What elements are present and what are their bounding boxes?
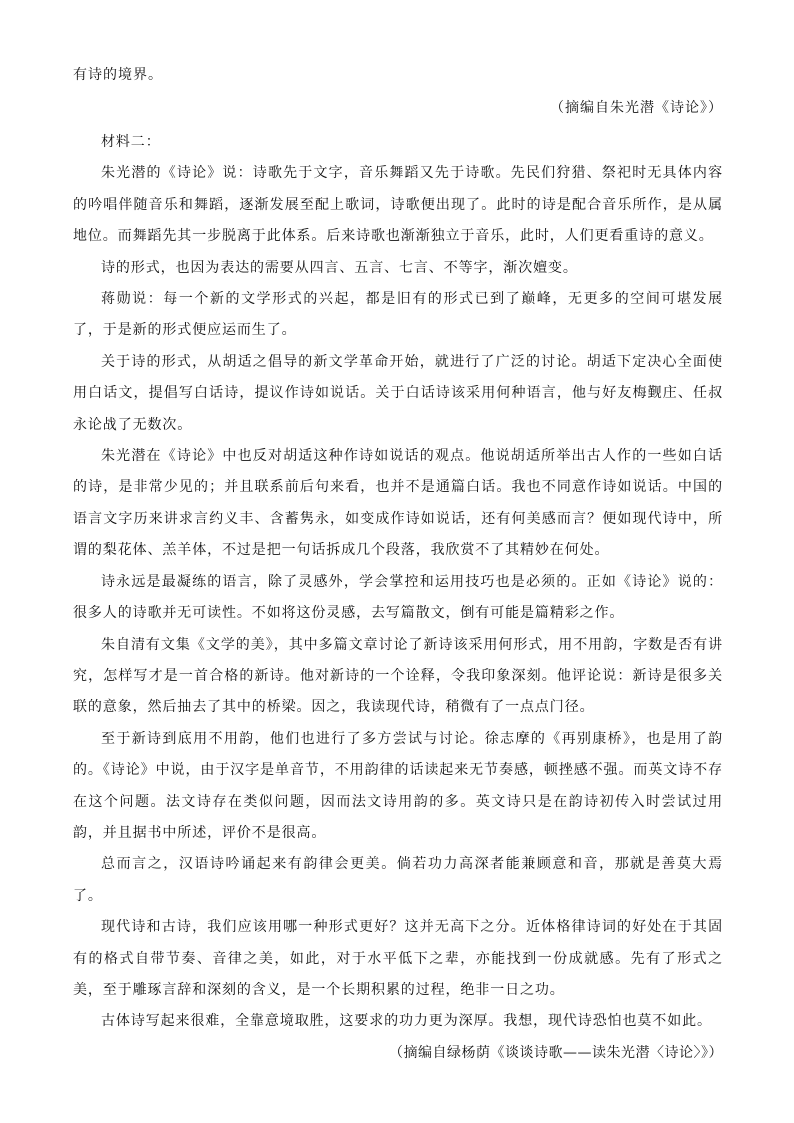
paragraph-5: 朱光潜在《诗论》中也反对胡适这种作诗如说话的观点。他说胡适所举出古人作的一些如白话的诗，是非常少见的；并且联系前后句来看，也并不是通篇白话。我也不同意作诗如说话。中国的语言文字历来讲求言约义丰、含蓄隽永，如变成作诗如说话，还有何美感而言？便如现代诗中，所谓的梨花体、羔羊体，不过是把一句话拆成几个段落，我欣赏不了其精妙在何处。 [73, 448, 723, 559]
paragraph-6: 诗永远是最凝练的语言，除了灵感外，学会掌控和运用技巧也是必须的。正如《诗论》说的：很多人的诗歌并无可读性。不如将这份灵感，去写篇散文，倒有可能是篇精彩之作。 [73, 573, 723, 622]
paragraph-7: 朱自清有文集《文学的美》，其中多篇文章讨论了新诗该采用何形式，用不用韵，字数是否有讲究，怎样写才是一首合格的新诗。他对新诗的一个诠释，令我印象深刻。他评论说：新诗是很多关联的意象，然后抽去了其中的桥梁。因之，我读现代诗，稍微有了一点点门径。 [73, 636, 723, 716]
continued-text-line: 有诗的境界。 [73, 67, 163, 83]
paragraph-2: 诗的形式，也因为表达的需要从四言、五言、七言、不等字，渐次嬗变。 [101, 259, 578, 276]
paragraph-3: 蒋勋说：每一个新的文学形式的兴起，都是旧有的形式已到了巅峰，无更多的空间可堪发展了，于是新的形式便应运而生了。 [73, 291, 723, 339]
material-label: 材料二： [101, 134, 161, 150]
paragraph-11: 古体诗写起来很难，全靠意境取胜，这要求的功力更为深厚。我想，现代诗恐怕也莫不如此。 [101, 1013, 712, 1030]
paragraph-9: 总而言之，汉语诗吟诵起来有韵律会更美。倘若功力高深者能兼顾意和音，那就是善莫大焉了。 [73, 856, 723, 904]
paragraph-1: 朱光潜的《诗论》说：诗歌先于文字，音乐舞蹈又先于诗歌。先民们狩猎、祭祀时无具体内容的吟唱伴随音乐和舞蹈，逐渐发展至配上歌词，诗歌便出现了。此时的诗是配合音乐所作，是从属地位。而舞蹈先其一步脱离于此体系。后来诗歌也渐渐独立于音乐，此时，人们更看重诗的意义。 [73, 165, 723, 245]
source-citation-1: （摘编自朱光潜《诗论》） [550, 100, 723, 116]
paragraph-4: 关于诗的形式，从胡适之倡导的新文学革命开始，就进行了广泛的讨论。胡适下定决心全面使用白话文，提倡写白话诗，提议作诗如说话。关于白话诗该采用何种语言，他与好友梅觐庄、任叔永论战了无数次。 [73, 353, 723, 433]
paragraph-10: 现代诗和古诗，我们应该用哪一种形式更好？这并无高下之分。近体格律诗词的好处在于其固有的格式自带节奏、音律之美，如此，对于水平低下之辈，亦能找到一份成就感。先有了形式之美，至于雕琢言辞和深刻的含义，是一个长期积累的过程，绝非一日之功。 [73, 919, 723, 998]
material-2-body [73, 127, 723, 1069]
source-citation-2: （摘编自绿杨荫《谈谈诗歌——读朱光潜〈诗论〉》） [389, 1044, 723, 1061]
paragraph-8: 至于新诗到底用不用韵，他们也进行了多方尝试与讨论。徐志摩的《再别康桥》，也是用了韵的。《诗论》中说，由于汉字是单音节，不用韵律的话读起来无节奏感，顿挫感不强。而英文诗不存在这个问题。法文诗存在类似问题，因而法文诗用韵的多。英文诗只是在韵诗初传入时尝试过用韵，并且据书中所述，评价不是很高。 [73, 730, 723, 841]
